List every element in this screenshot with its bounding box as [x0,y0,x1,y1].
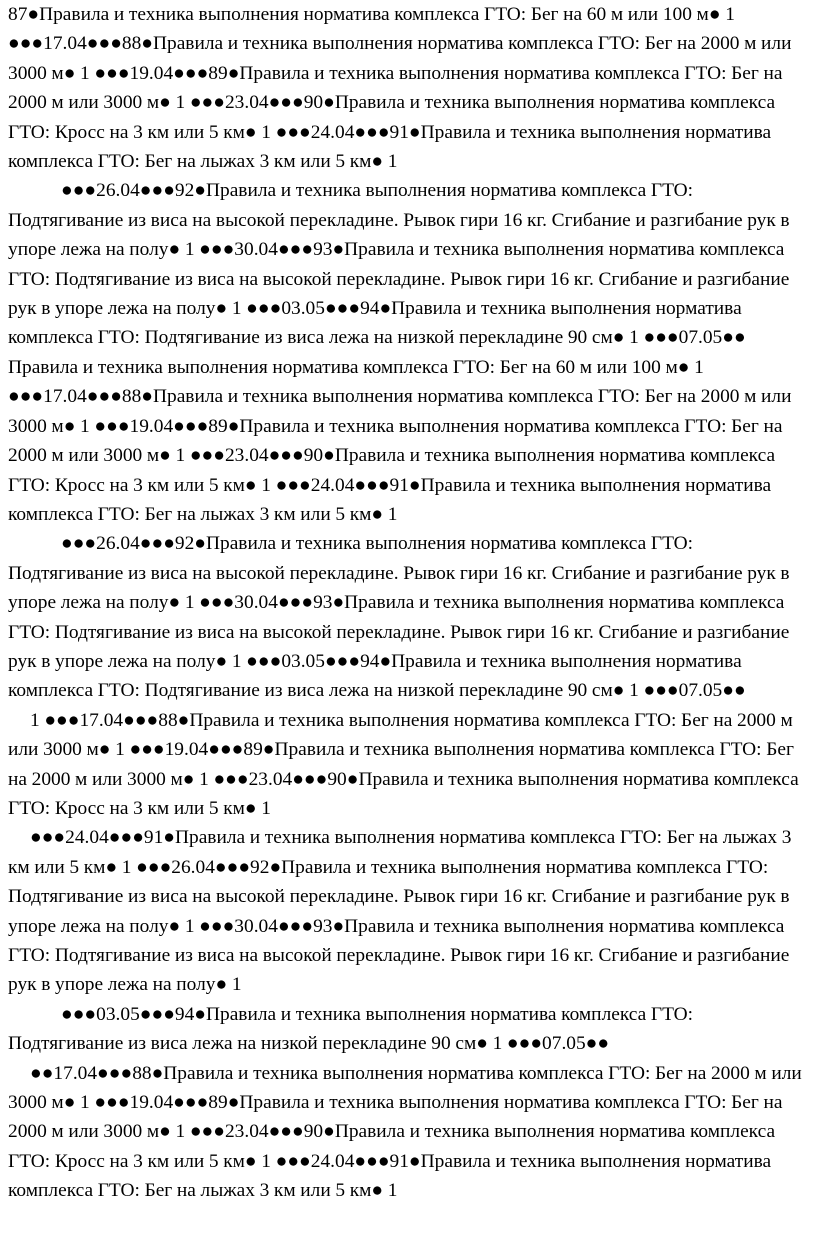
paragraph-1: 87●Правила и техника выполнения норматива комплекса ГТО: Бег на 60 м или 100 м● 1 ●●●17.04●●●88●Правила и техника выполнения норматива комплекса ГТО: Бег на 2000 м или 3000 м● 1 ●●●19.04●●●89●Правила и техника выполнения норматива комплекса ГТО: Бег на 2000 м или 3000 м● 1 ●●●23.04●●●90●Правила и техника выполнения норматива комплекса ГТО: Кросс на 3 км или 5 км● 1 ●●●24.04●●●91●Правила и техника выполнения норматива комплекса ГТО: Бег на лыжах 3 км или 5 км● 1 [8,4,792,173]
paragraph-7: ●●●03.05●●●94●Правила и техника выполнения норматива комплекса ГТО: Подтягивание из виса лежа на низкой перекладине 90 см● 1 ●●●07.05●● [8,1003,694,1055]
paragraph-3: Правила и техника выполнения норматива комплекса ГТО: Бег на 60 м или 100 м● 1 ●●●17.04●●●88●Правила и техника выполнения норматива комплекса ГТО: Бег на 2000 м или 3000 м● 1 ●●●19.04●●●89●Правила и техника выполнения норматива комплекса ГТО: Бег на 2000 м или 3000 м● 1 ●●●23.04●●●90●Правила и техника выполнения норматива комплекса ГТО: Кросс на 3 км или 5 км● 1 ●●●24.04●●●91●Правила и техника выполнения норматива комплекса ГТО: Бег на лыжах 3 км или 5 км● 1 [8,356,792,525]
paragraph-2: ●●●26.04●●●92●Правила и техника выполнения норматива комплекса ГТО: Подтягивание из виса на высокой перекладине. Рывок гири 16 кг. Сгибание и разгибание рук в упоре лежа на полу● 1 ●●●30.04●●●93●Правила и техника выполнения норматива комплекса ГТО: Подтягивание из виса на высокой перекладине. Рывок гири 16 кг. Сгибание и разгибание рук в упоре лежа на полу● 1 ●●●03.05●●●94●Правила и техника выполнения норматива комплекса ГТО: Подтягивание из виса лежа на низкой перекладине 90 см● 1 ●●●07.05●● [8,180,790,349]
paragraph-6: ●●●24.04●●●91●Правила и техника выполнения норматива комплекса ГТО: Бег на лыжах 3 км или 5 км● 1 ●●●26.04●●●92●Правила и техника выполнения норматива комплекса ГТО: Подтягивание из виса на высокой перекладине. Рывок гири 16 кг. Сгибание и разгибание рук в упоре лежа на полу● 1 ●●●30.04●●●93●Правила и техника выполнения норматива комплекса ГТО: Подтягивание из виса на высокой перекладине. Рывок гири 16 кг. Сгибание и разгибание рук в упоре лежа на полу● 1 [8,827,792,996]
paragraph-5: 1 ●●●17.04●●●88●Правила и техника выполнения норматива комплекса ГТО: Бег на 2000 м или 3000 м● 1 ●●●19.04●●●89●Правила и техника выполнения норматива комплекса ГТО: Бег на 2000 м или 3000 м● 1 ●●●23.04●●●90●Правила и техника выполнения норматива комплекса ГТО: Кросс на 3 км или 5 км● 1 [8,709,799,819]
paragraph-8: ●●17.04●●●88●Правила и техника выполнения норматива комплекса ГТО: Бег на 2000 м или 3000 м● 1 ●●●19.04●●●89●Правила и техника выполнения норматива комплекса ГТО: Бег на 2000 м или 3000 м● 1 ●●●23.04●●●90●Правила и техника выполнения норматива комплекса ГТО: Кросс на 3 км или 5 км● 1 ●●●24.04●●●91●Правила и техника выполнения норматива комплекса ГТО: Бег на лыжах 3 км или 5 км● 1 [8,1062,802,1202]
paragraph-4: ●●●26.04●●●92●Правила и техника выполнения норматива комплекса ГТО: Подтягивание из виса на высокой перекладине. Рывок гири 16 кг. Сгибание и разгибание рук в упоре лежа на полу● 1 ●●●30.04●●●93●Правила и техника выполнения норматива комплекса ГТО: Подтягивание из виса на высокой перекладине. Рывок гири 16 кг. Сгибание и разгибание рук в упоре лежа на полу● 1 ●●●03.05●●●94●Правила и техника выполнения норматива комплекса ГТО: Подтягивание из виса лежа на низкой перекладине 90 см● 1 ●●●07.05●● [8,533,790,702]
